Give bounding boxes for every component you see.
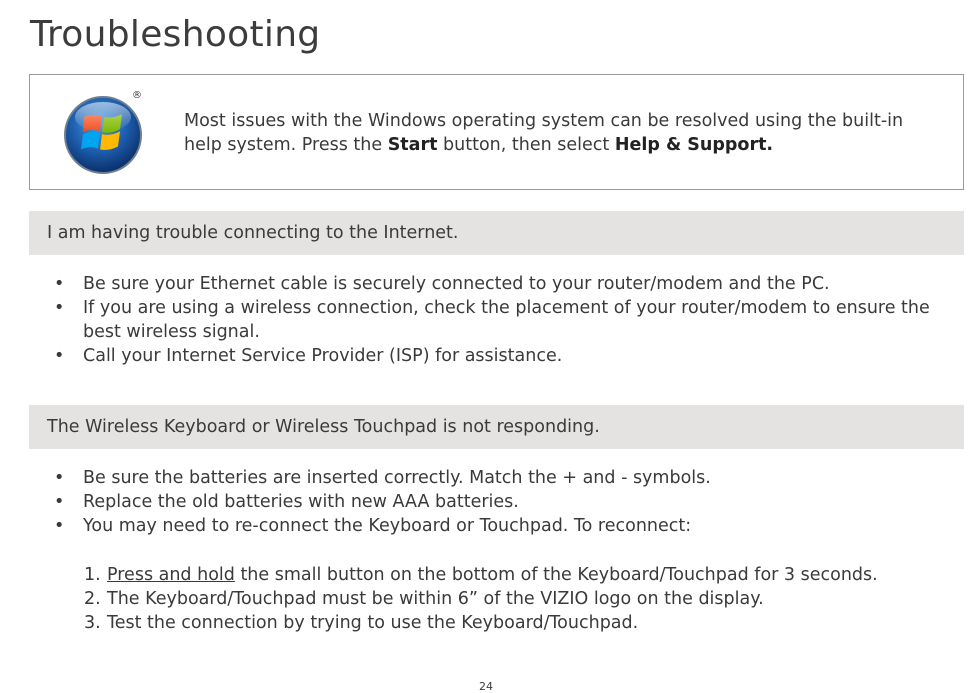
step-item bbox=[84, 611, 972, 635]
step-number: 3. bbox=[84, 613, 101, 633]
wireless-tips-list bbox=[54, 466, 954, 538]
bullet-icon: • bbox=[54, 346, 65, 366]
page-title: Troubleshooting bbox=[30, 14, 321, 55]
start-label: Start bbox=[387, 135, 438, 155]
list-item-text: If you are using a wireless connection, check the placement of your router/modem to ensure the best wireless signal. bbox=[83, 298, 930, 342]
step-emphasis: Press and hold bbox=[107, 565, 235, 585]
bullet-icon: • bbox=[54, 298, 65, 318]
list-item bbox=[54, 296, 954, 344]
list-item-text: Be sure your Ethernet cable is securely connected to your router/modem and the PC. bbox=[83, 274, 830, 294]
windows-help-tip-box bbox=[29, 74, 964, 190]
list-item bbox=[54, 490, 954, 514]
page-number: 24 bbox=[479, 680, 493, 693]
list-item-text: Be sure the batteries are inserted correctly. Match the + and - symbols. bbox=[83, 468, 711, 488]
step-text: the small button on the bottom of the Keyboard/Touchpad for 3 seconds. bbox=[234, 565, 878, 585]
list-item bbox=[54, 344, 954, 368]
list-item-text: Replace the old batteries with new AAA batteries. bbox=[83, 492, 519, 512]
tip-text bbox=[184, 109, 944, 157]
windows-logo-icon bbox=[60, 89, 146, 175]
help-support-label: Help & Support. bbox=[614, 135, 774, 155]
step-text: Test the connection by trying to use the Keyboard/Touchpad. bbox=[107, 613, 639, 633]
list-item-text: You may need to re-connect the Keyboard or Touchpad. To reconnect: bbox=[83, 516, 692, 536]
bullet-icon: • bbox=[54, 492, 65, 512]
list-item bbox=[54, 466, 954, 490]
reconnect-steps-list bbox=[84, 563, 972, 635]
tip-text-middle: button, then select bbox=[437, 135, 615, 155]
bullet-icon: • bbox=[54, 516, 65, 536]
tip-text-intro: Most issues with the Windows operating system can be resolved using the built-in help system. Press the bbox=[184, 111, 904, 155]
bullet-icon: • bbox=[54, 468, 65, 488]
section-header-internet: I am having trouble connecting to the Internet. bbox=[29, 211, 964, 255]
list-item-text: Call your Internet Service Provider (ISP) for assistance. bbox=[83, 346, 563, 366]
step-item bbox=[84, 587, 972, 611]
section-header-wireless: The Wireless Keyboard or Wireless Touchpad is not responding. bbox=[29, 405, 964, 449]
registered-mark: ® bbox=[132, 90, 142, 101]
step-text: The Keyboard/Touchpad must be within 6” of the VIZIO logo on the display. bbox=[107, 589, 764, 609]
bullet-icon: • bbox=[54, 274, 65, 294]
internet-tips-list bbox=[54, 272, 954, 368]
step-item bbox=[84, 563, 972, 587]
step-number: 1. bbox=[84, 565, 101, 585]
list-item bbox=[54, 514, 954, 538]
list-item bbox=[54, 272, 954, 296]
step-number: 2. bbox=[84, 589, 101, 609]
